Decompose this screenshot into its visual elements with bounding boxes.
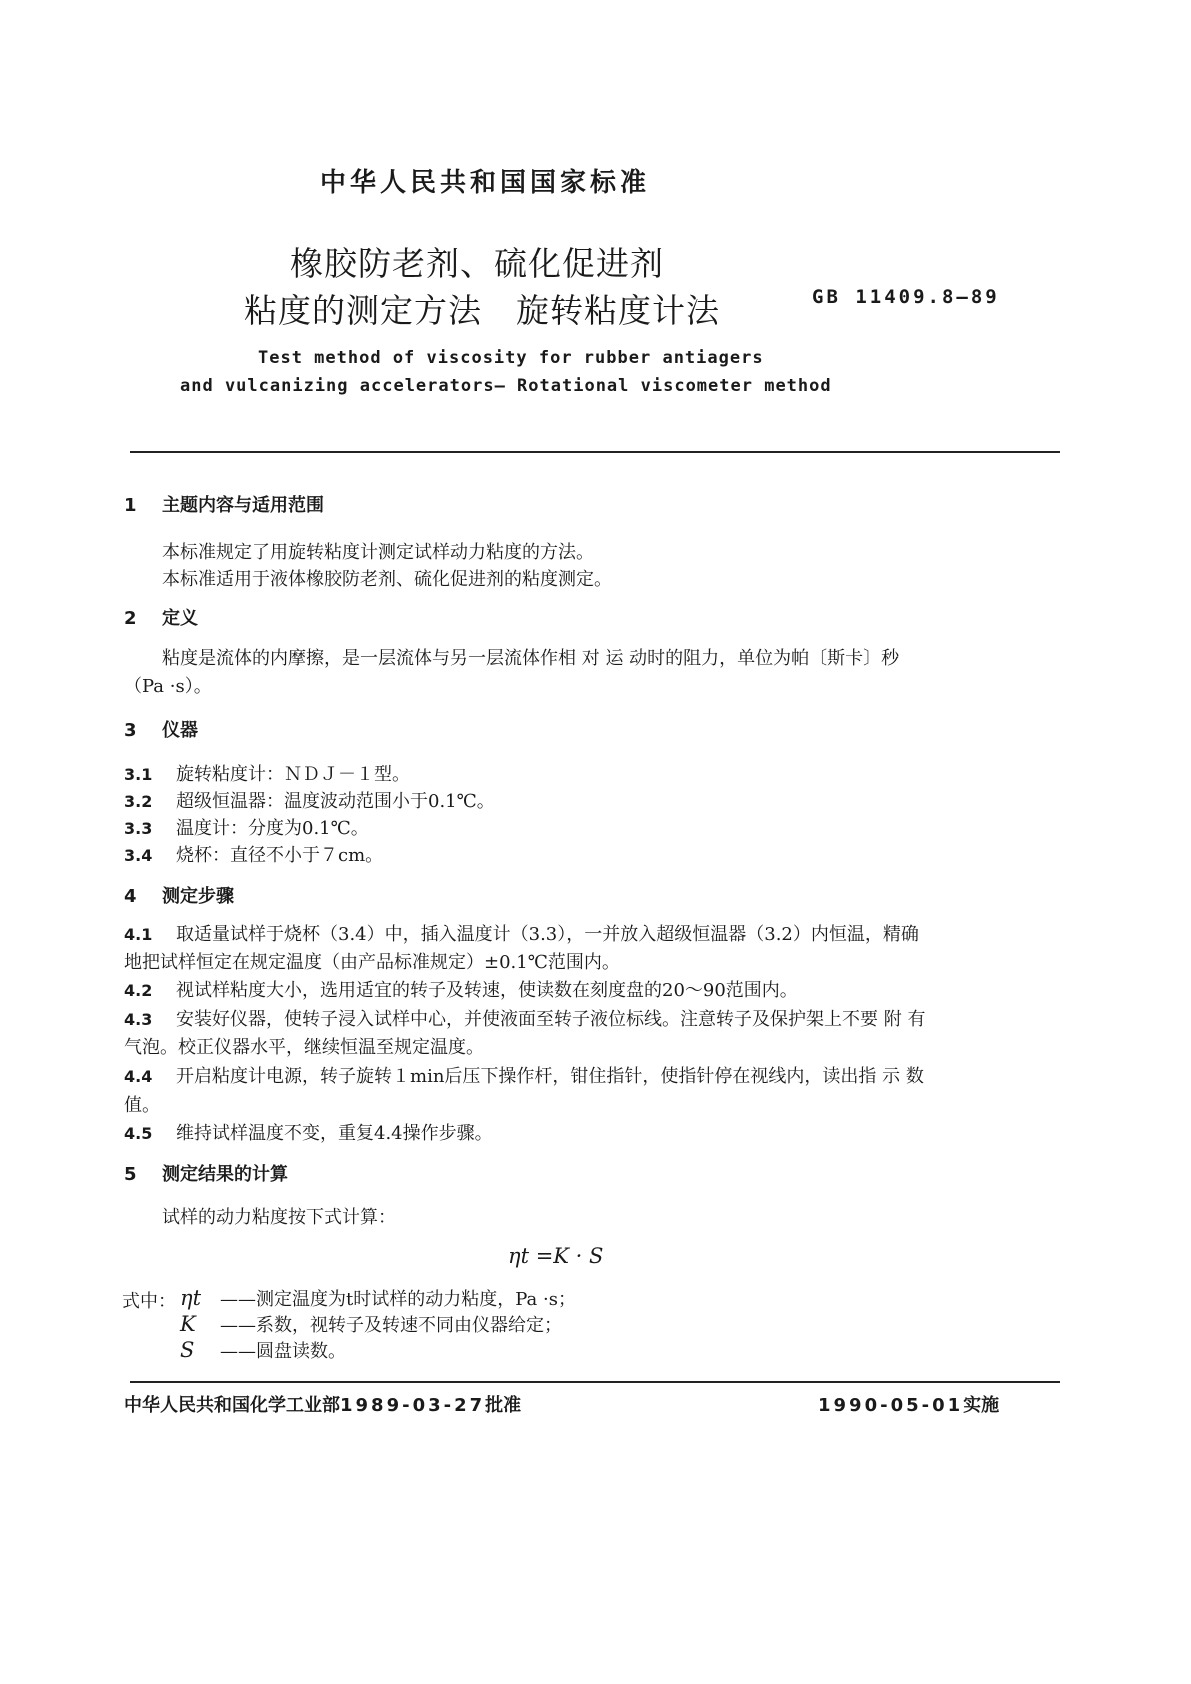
section-number: 2 — [124, 608, 137, 629]
instrument-item — [124, 814, 369, 840]
section-1-paragraph-2: 本标准适用于液体橡胶防老剂、硫化促进剂的粘度测定。 — [162, 569, 612, 590]
standard-number: GB 11409.8—89 — [812, 286, 1000, 308]
title-line-2: 粘度的测定方法 旋转粘度计法 — [244, 291, 720, 330]
item-number: 4.4 — [124, 1067, 153, 1086]
header-divider — [130, 451, 1060, 453]
procedure-step-4-2 — [124, 976, 798, 1002]
item-number: 3.4 — [124, 846, 153, 865]
approval-word: 批准 — [485, 1395, 522, 1416]
definition-text: ——系数，视转子及转速不同由仪器给定； — [220, 1315, 562, 1336]
section-2-paragraph-line-2: （Pa ·s）。 — [124, 676, 212, 697]
effective-word: 实施 — [963, 1395, 1000, 1416]
procedure-step-4-3 — [124, 1005, 925, 1031]
definition-eta — [180, 1285, 576, 1311]
approval-organization: 中华人民共和国化学工业部 — [124, 1395, 340, 1416]
definition-symbol: K — [180, 1312, 196, 1336]
approval-date: 1989-03-27 — [340, 1395, 486, 1416]
section-title: 定义 — [162, 608, 198, 629]
definition-symbol: ηt — [180, 1286, 202, 1310]
procedure-step-4-1-continued: 地把试样恒定在规定温度（由产品标准规定）±0.1℃范围内。 — [124, 952, 620, 973]
item-number: 3.3 — [124, 819, 153, 838]
section-3-heading — [124, 716, 198, 742]
section-2-heading — [124, 604, 198, 630]
effective-statement — [818, 1391, 999, 1417]
item-number: 3.1 — [124, 765, 153, 784]
item-text: 维持试样温度不变，重复4.4操作步骤。 — [176, 1123, 493, 1144]
instrument-item — [124, 760, 410, 786]
instrument-item — [124, 787, 495, 813]
item-text: 烧杯：直径不小于７cm。 — [176, 845, 384, 866]
definition-s — [180, 1337, 346, 1363]
definition-symbol: S — [180, 1338, 195, 1362]
section-5-heading — [124, 1160, 288, 1186]
item-text: 旋转粘度计：ＮＤＪ－１型。 — [176, 764, 410, 785]
section-1-paragraph-1: 本标准规定了用旋转粘度计测定试样动力粘度的方法。 — [162, 542, 594, 563]
section-title: 主题内容与适用范围 — [162, 495, 324, 516]
definition-text: ——圆盘读数。 — [220, 1341, 346, 1362]
national-standard-header: 中华人民共和国国家标准 — [320, 168, 651, 198]
section-4-heading — [124, 882, 234, 908]
section-number: 5 — [124, 1164, 137, 1185]
english-title-line-2: and vulcanizing accelerators— Rotational viscometer method — [180, 376, 832, 396]
item-number: 4.2 — [124, 981, 153, 1000]
where-label: 式中： — [122, 1291, 176, 1312]
definition-text: ——测定温度为t时试样的动力粘度，Pa ·s； — [220, 1289, 576, 1310]
procedure-step-4-3-continued: 气泡。校正仪器水平，继续恒温至规定温度。 — [124, 1037, 484, 1058]
procedure-step-4-5 — [124, 1119, 493, 1145]
instrument-item — [124, 841, 383, 867]
item-text: 安装好仪器，使转子浸入试样中心，并使液面至转子液位标线。注意转子及保护架上不要 附 有 — [176, 1009, 926, 1030]
section-title: 仪器 — [162, 720, 198, 741]
section-5-paragraph: 试样的动力粘度按下式计算： — [162, 1207, 396, 1228]
item-number: 3.2 — [124, 792, 153, 811]
section-2-paragraph-line-1: 粘度是流体的内摩擦，是一层流体与另一层流体作相 对 运 动时的阻力，单位为帕〔斯卡〕秒 — [162, 648, 900, 669]
item-number: 4.1 — [124, 925, 153, 944]
item-text: 温度计：分度为0.1℃。 — [176, 818, 369, 839]
section-title: 测定结果的计算 — [162, 1164, 288, 1185]
item-number: 4.3 — [124, 1010, 153, 1029]
item-text: 视试样粘度大小，选用适宜的转子及转速，使读数在刻度盘的20～90范围内。 — [176, 980, 798, 1001]
footer-divider — [130, 1381, 1060, 1383]
item-text: 超级恒温器：温度波动范围小于0.1℃。 — [176, 791, 495, 812]
section-number: 1 — [124, 495, 137, 516]
section-1-heading — [124, 491, 324, 517]
title-line-1: 橡胶防老剂、硫化促进剂 — [290, 244, 664, 283]
section-number: 3 — [124, 720, 137, 741]
effective-date: 1990-05-01 — [818, 1395, 964, 1416]
section-number: 4 — [124, 886, 137, 907]
item-text: 开启粘度计电源，转子旋转１min后压下操作杆，钳住指针，使指针停在视线内，读出指 示 数 — [176, 1066, 924, 1087]
viscosity-formula: ηt =K · S — [508, 1244, 604, 1268]
approval-statement — [124, 1391, 521, 1417]
section-title: 测定步骤 — [162, 886, 234, 907]
procedure-step-4-4 — [124, 1062, 924, 1088]
procedure-step-4-1 — [124, 920, 919, 946]
item-number: 4.5 — [124, 1124, 153, 1143]
item-text: 取适量试样于烧杯（3.4）中，插入温度计（3.3），一并放入超级恒温器（3.2）内恒温，精确 — [176, 924, 919, 945]
procedure-step-4-4-continued: 值。 — [124, 1095, 160, 1116]
definition-k — [180, 1311, 562, 1337]
english-title-line-1: Test method of viscosity for rubber antiagers — [258, 348, 764, 368]
